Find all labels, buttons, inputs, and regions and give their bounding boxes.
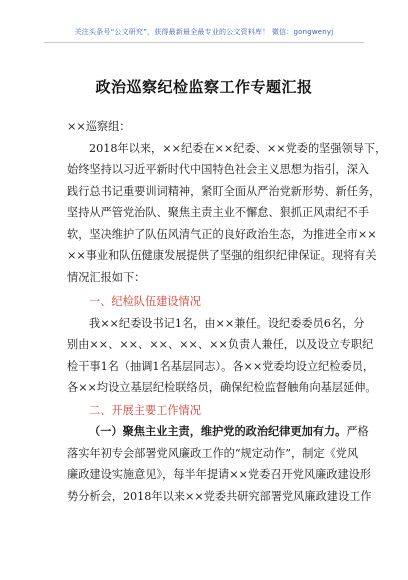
section2-line: 势分析会，2018年以来××党委共研究部署党风廉政建设工作 [67,489,372,503]
section1-line: 各××均设立基层纪检联络员，确保纪检监督触角向基层延伸。 [67,381,377,394]
section2-line: 廉政建设实施意见》，每半年提请××党委召开党风廉政建设形 [67,468,372,481]
document-title: 政治巡察纪检监察工作专题汇报 [95,78,313,96]
subsection-first-line [67,421,369,443]
intro-line: 软，坚决维护了队伍风清气正的良好政治生态，为推进全市×× [67,227,377,241]
section-heading-2: 二、开展主要工作情况 [89,403,201,417]
section1-line: 检干事1名（抽调1名基层同志）。各××党委均设立纪检委员， [67,359,375,373]
intro-line: 坚持从严管党治队、聚焦主责主业不懈怠、狠抓正风肃纪不手 [67,206,370,219]
intro-line: 2018年以来，××纪委在××纪委、××党委的坚强领导下， [89,141,387,155]
document-body [67,116,387,507]
subsection-heading: （一）聚焦主业主责，维护党的政治纪律更加有力。 [89,424,347,438]
section-heading-1: 一、纪检队伍建设情况 [89,295,201,308]
subsection-text: 严格 [346,425,369,438]
section1-line: 别由××、××、××、××、××负责人兼任，以及设立专职纪 [67,338,374,351]
intro-line: 始终坚持以习近平新时代中国特色社会主义思想为指引，深入 [67,163,370,176]
section2-line: 落实年初专会部署党风廉政工作的“规定动作”，制定《党风 [67,446,359,460]
intro-line: ××事业和队伍健康发展提供了坚强的组织纪律保证。现将有关 [67,249,377,262]
intro-line: 践行总书记重要训词精神，紧盯全面从严治党新形势、新任务， [67,184,381,198]
header-divider [44,42,364,43]
salutation: ××巡察组： [67,120,131,133]
intro-line: 情况汇报如下： [67,270,146,284]
header-note: 关注头条号“公文研究”，获得最新最全最专业的公文资料库！ 微信：gongwenyj [74,28,334,36]
section1-line: 我××纪委设书记1名，由××兼任。设纪委委员6名，分 [89,316,365,330]
